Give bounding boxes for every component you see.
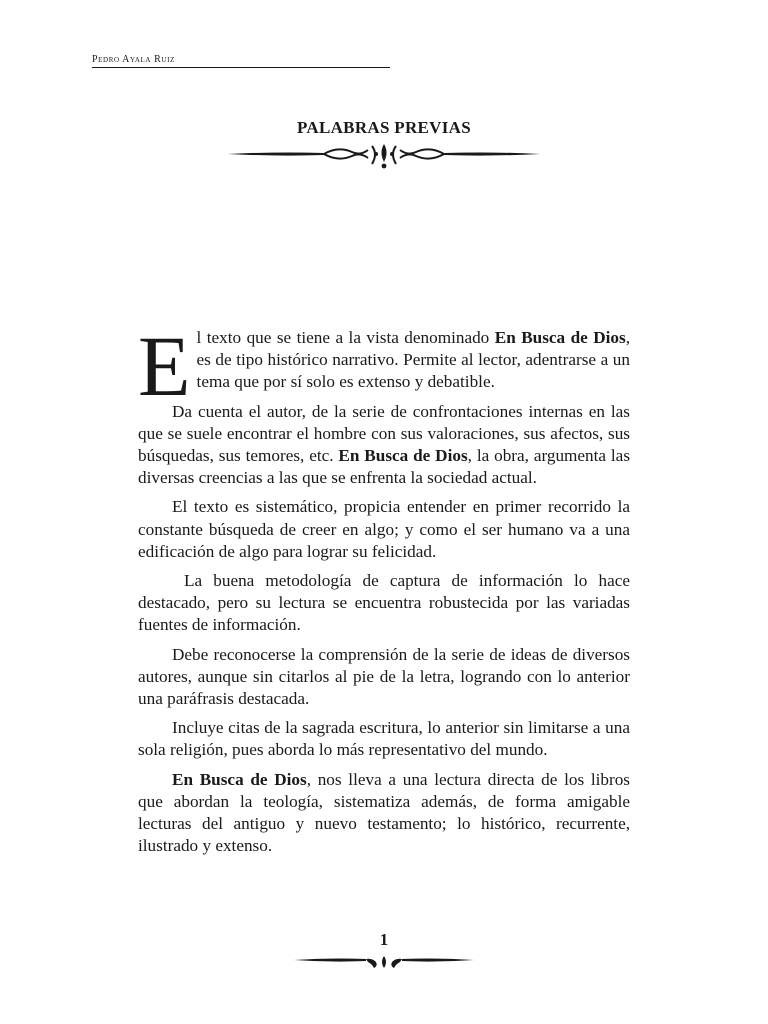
book-title: En Busca de Dios (338, 446, 468, 466)
paragraph-text: , es de tipo histórico narrativo. Permite al lector, adentrarse a un tema que por sí solo es extenso y debatible. (196, 328, 630, 392)
paragraph (138, 496, 630, 563)
flourish-divider-icon (228, 140, 540, 170)
paragraph-text: Debe reconocerse la comprensión de la serie de ideas de diversos autores, aunque sin citarlos al pie de la letra, logrando con lo anterior una paráfrasis destacada. (138, 644, 630, 709)
paragraph-text: , nos lleva a una lectura directa de los libros que abordan la teología, sistematiza además, de forma amigable lecturas del antiguo y nuevo testamento; lo histórico, recurrente, ilustrado y extenso. (138, 769, 630, 856)
paragraph (138, 570, 630, 637)
chapter-title: PALABRAS PREVIAS (296, 118, 472, 137)
drop-cap: E (138, 318, 191, 414)
paragraph (138, 318, 630, 414)
paragraph (138, 769, 630, 858)
paragraph-text: Incluye citas de la sagrada escritura, lo anterior sin limitarse a una sola religión, pues aborda lo más representativo del mundo. (138, 718, 630, 760)
paragraph-text: La buena metodología de captura de información lo hace destacado, pero su lectura se encuentra robustecida por las variadas fuentes de información. (138, 571, 630, 635)
body-text (138, 318, 631, 864)
paragraph-text: El texto es sistemático, propicia entender en primer recorrido la constante búsqueda de creer en algo; y como el ser humano va a una edificación de algo para lograr su felicidad. (138, 497, 630, 561)
flourish-divider-icon (294, 950, 474, 972)
book-title: En Busca de Dios (494, 328, 626, 347)
running-head: Pedro Ayala Ruiz (92, 54, 390, 68)
paragraph (138, 401, 630, 490)
paragraph (138, 717, 630, 761)
paragraph-text: , la obra, argumenta las diversas creencias a las que se enfrenta la sociedad actual. (138, 446, 631, 488)
paragraph-text: l texto que se tiene a la vista denominado (196, 328, 495, 347)
paragraph-text: Da cuenta el autor, de la serie de confrontaciones internas en las que se suele encontrar el hombre con sus valoraciones, sus afectos, sus búsquedas, sus temores, etc. (138, 401, 630, 466)
book-title: En Busca de Dios (172, 769, 307, 789)
page-number: 1 (379, 930, 389, 949)
paragraph (138, 644, 630, 711)
